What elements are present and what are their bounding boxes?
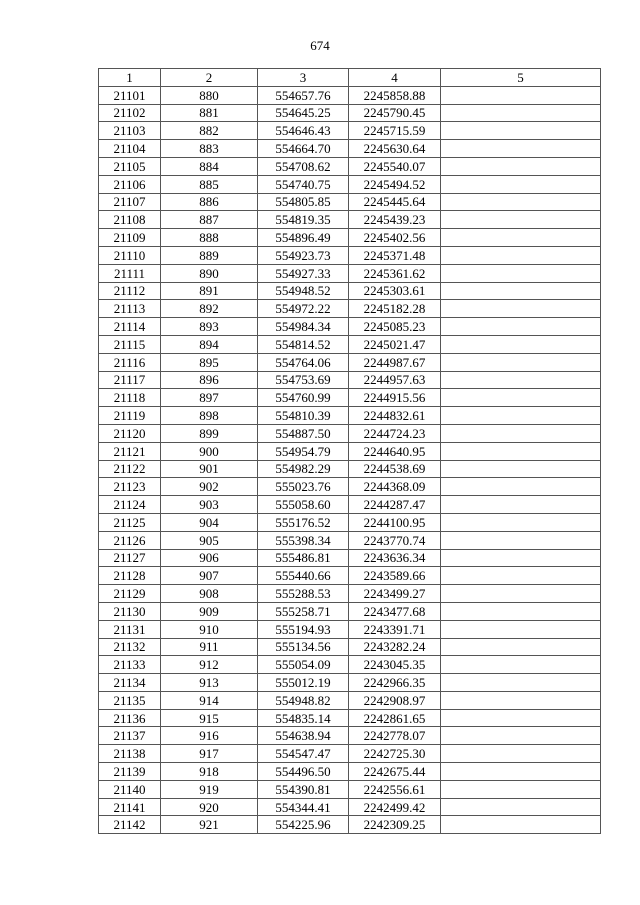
x-coordinate-cell: 554887.50	[258, 424, 349, 442]
x-coordinate-cell: 555054.09	[258, 656, 349, 674]
row-number-cell: 21136	[99, 709, 161, 727]
x-coordinate-cell: 554753.69	[258, 371, 349, 389]
point-number-cell: 893	[161, 318, 258, 336]
row-number-cell: 21138	[99, 745, 161, 763]
table-row	[99, 478, 601, 496]
y-coordinate-cell: 2244287.47	[349, 496, 441, 514]
x-coordinate-cell: 554708.62	[258, 157, 349, 175]
note-cell	[441, 780, 601, 798]
row-number-cell: 21125	[99, 513, 161, 531]
y-coordinate-cell: 2244724.23	[349, 424, 441, 442]
table-row	[99, 318, 601, 336]
note-cell	[441, 549, 601, 567]
note-cell	[441, 407, 601, 425]
x-coordinate-cell: 555486.81	[258, 549, 349, 567]
row-number-cell: 21132	[99, 638, 161, 656]
table-row	[99, 86, 601, 104]
table-row	[99, 816, 601, 834]
note-cell	[441, 745, 601, 763]
row-number-cell: 21113	[99, 300, 161, 318]
row-number-cell: 21111	[99, 264, 161, 282]
row-number-cell: 21101	[99, 86, 161, 104]
table-row	[99, 674, 601, 692]
note-cell	[441, 371, 601, 389]
note-cell	[441, 674, 601, 692]
y-coordinate-cell: 2244640.95	[349, 442, 441, 460]
x-coordinate-cell: 555194.93	[258, 620, 349, 638]
table-row	[99, 122, 601, 140]
row-number-cell: 21105	[99, 157, 161, 175]
y-coordinate-cell: 2244915.56	[349, 389, 441, 407]
note-cell	[441, 157, 601, 175]
y-coordinate-cell: 2243477.68	[349, 602, 441, 620]
point-number-cell: 904	[161, 513, 258, 531]
table-row	[99, 424, 601, 442]
row-number-cell: 21116	[99, 353, 161, 371]
point-number-cell: 899	[161, 424, 258, 442]
x-coordinate-cell: 554948.52	[258, 282, 349, 300]
note-cell	[441, 656, 601, 674]
x-coordinate-cell: 554927.33	[258, 264, 349, 282]
x-coordinate-cell: 554740.75	[258, 175, 349, 193]
x-coordinate-cell: 554954.79	[258, 442, 349, 460]
note-cell	[441, 175, 601, 193]
note-cell	[441, 353, 601, 371]
note-cell	[441, 727, 601, 745]
point-number-cell: 894	[161, 335, 258, 353]
point-number-cell: 891	[161, 282, 258, 300]
row-number-cell: 21110	[99, 246, 161, 264]
point-number-cell: 881	[161, 104, 258, 122]
point-number-cell: 909	[161, 602, 258, 620]
x-coordinate-cell: 554657.76	[258, 86, 349, 104]
note-cell	[441, 691, 601, 709]
table-row	[99, 246, 601, 264]
table-row	[99, 549, 601, 567]
note-cell	[441, 282, 601, 300]
row-number-cell: 21112	[99, 282, 161, 300]
note-cell	[441, 585, 601, 603]
x-coordinate-cell: 554984.34	[258, 318, 349, 336]
point-number-cell: 884	[161, 157, 258, 175]
y-coordinate-cell: 2245494.52	[349, 175, 441, 193]
y-coordinate-cell: 2242309.25	[349, 816, 441, 834]
row-number-cell: 21109	[99, 229, 161, 247]
x-coordinate-cell: 555398.34	[258, 531, 349, 549]
x-coordinate-cell: 554344.41	[258, 798, 349, 816]
x-coordinate-cell: 554810.39	[258, 407, 349, 425]
table-row	[99, 567, 601, 585]
point-number-cell: 898	[161, 407, 258, 425]
row-number-cell: 21115	[99, 335, 161, 353]
row-number-cell: 21122	[99, 460, 161, 478]
row-number-cell: 21108	[99, 211, 161, 229]
point-number-cell: 888	[161, 229, 258, 247]
table-row	[99, 300, 601, 318]
y-coordinate-cell: 2245182.28	[349, 300, 441, 318]
y-coordinate-cell: 2243636.34	[349, 549, 441, 567]
table-row	[99, 513, 601, 531]
row-number-cell: 21142	[99, 816, 161, 834]
column-header-4: 4	[349, 69, 441, 87]
point-number-cell: 916	[161, 727, 258, 745]
y-coordinate-cell: 2243391.71	[349, 620, 441, 638]
row-number-cell: 21130	[99, 602, 161, 620]
note-cell	[441, 531, 601, 549]
note-cell	[441, 638, 601, 656]
x-coordinate-cell: 554948.82	[258, 691, 349, 709]
x-coordinate-cell: 554760.99	[258, 389, 349, 407]
row-number-cell: 21106	[99, 175, 161, 193]
row-number-cell: 21139	[99, 763, 161, 781]
row-number-cell: 21141	[99, 798, 161, 816]
note-cell	[441, 816, 601, 834]
table-row	[99, 104, 601, 122]
y-coordinate-cell: 2242675.44	[349, 763, 441, 781]
table-body	[99, 86, 601, 833]
point-number-cell: 892	[161, 300, 258, 318]
y-coordinate-cell: 2243770.74	[349, 531, 441, 549]
x-coordinate-cell: 555258.71	[258, 602, 349, 620]
x-coordinate-cell: 554972.22	[258, 300, 349, 318]
row-number-cell: 21128	[99, 567, 161, 585]
row-number-cell: 21123	[99, 478, 161, 496]
table-row	[99, 353, 601, 371]
y-coordinate-cell: 2243282.24	[349, 638, 441, 656]
table-row	[99, 763, 601, 781]
row-number-cell: 21124	[99, 496, 161, 514]
y-coordinate-cell: 2244832.61	[349, 407, 441, 425]
point-number-cell: 903	[161, 496, 258, 514]
y-coordinate-cell: 2245439.23	[349, 211, 441, 229]
point-number-cell: 890	[161, 264, 258, 282]
note-cell	[441, 318, 601, 336]
point-number-cell: 883	[161, 140, 258, 158]
x-coordinate-cell: 555012.19	[258, 674, 349, 692]
x-coordinate-cell: 554819.35	[258, 211, 349, 229]
note-cell	[441, 300, 601, 318]
row-number-cell: 21118	[99, 389, 161, 407]
x-coordinate-cell: 555440.66	[258, 567, 349, 585]
y-coordinate-cell: 2242499.42	[349, 798, 441, 816]
page-number: 674	[310, 38, 330, 53]
point-number-cell: 907	[161, 567, 258, 585]
point-number-cell: 917	[161, 745, 258, 763]
column-header-3: 3	[258, 69, 349, 87]
table-row	[99, 496, 601, 514]
row-number-cell: 21103	[99, 122, 161, 140]
y-coordinate-cell: 2242966.35	[349, 674, 441, 692]
note-cell	[441, 798, 601, 816]
note-cell	[441, 478, 601, 496]
table-row	[99, 371, 601, 389]
y-coordinate-cell: 2245715.59	[349, 122, 441, 140]
point-number-cell: 882	[161, 122, 258, 140]
row-number-cell: 21131	[99, 620, 161, 638]
y-coordinate-cell: 2245630.64	[349, 140, 441, 158]
y-coordinate-cell: 2244987.67	[349, 353, 441, 371]
table-row	[99, 335, 601, 353]
row-number-cell: 21127	[99, 549, 161, 567]
point-number-cell: 895	[161, 353, 258, 371]
x-coordinate-cell: 554896.49	[258, 229, 349, 247]
table-row	[99, 264, 601, 282]
note-cell	[441, 513, 601, 531]
table-row	[99, 638, 601, 656]
x-coordinate-cell: 554814.52	[258, 335, 349, 353]
point-number-cell: 919	[161, 780, 258, 798]
note-cell	[441, 424, 601, 442]
x-coordinate-cell: 555176.52	[258, 513, 349, 531]
table-row	[99, 211, 601, 229]
table-row	[99, 709, 601, 727]
note-cell	[441, 335, 601, 353]
table-row	[99, 531, 601, 549]
x-coordinate-cell: 554390.81	[258, 780, 349, 798]
row-number-cell: 21137	[99, 727, 161, 745]
row-number-cell: 21121	[99, 442, 161, 460]
point-number-cell: 914	[161, 691, 258, 709]
column-header-5: 5	[441, 69, 601, 87]
row-number-cell: 21134	[99, 674, 161, 692]
table-header-row	[99, 69, 601, 87]
column-header-1: 1	[99, 69, 161, 87]
y-coordinate-cell: 2245540.07	[349, 157, 441, 175]
row-number-cell: 21133	[99, 656, 161, 674]
y-coordinate-cell: 2245361.62	[349, 264, 441, 282]
y-coordinate-cell: 2245445.64	[349, 193, 441, 211]
row-number-cell: 21120	[99, 424, 161, 442]
note-cell	[441, 389, 601, 407]
note-cell	[441, 264, 601, 282]
table-row	[99, 157, 601, 175]
y-coordinate-cell: 2245790.45	[349, 104, 441, 122]
x-coordinate-cell: 554496.50	[258, 763, 349, 781]
y-coordinate-cell: 2243045.35	[349, 656, 441, 674]
row-number-cell: 21107	[99, 193, 161, 211]
note-cell	[441, 460, 601, 478]
y-coordinate-cell: 2245858.88	[349, 86, 441, 104]
note-cell	[441, 567, 601, 585]
x-coordinate-cell: 554225.96	[258, 816, 349, 834]
point-number-cell: 912	[161, 656, 258, 674]
x-coordinate-cell: 554805.85	[258, 193, 349, 211]
x-coordinate-cell: 554664.70	[258, 140, 349, 158]
column-header-2: 2	[161, 69, 258, 87]
point-number-cell: 896	[161, 371, 258, 389]
point-number-cell: 880	[161, 86, 258, 104]
y-coordinate-cell: 2243589.66	[349, 567, 441, 585]
y-coordinate-cell: 2243499.27	[349, 585, 441, 603]
note-cell	[441, 193, 601, 211]
y-coordinate-cell: 2245021.47	[349, 335, 441, 353]
x-coordinate-cell: 554764.06	[258, 353, 349, 371]
table-row	[99, 602, 601, 620]
point-number-cell: 918	[161, 763, 258, 781]
table-row	[99, 193, 601, 211]
y-coordinate-cell: 2245085.23	[349, 318, 441, 336]
table-row	[99, 656, 601, 674]
point-number-cell: 885	[161, 175, 258, 193]
y-coordinate-cell: 2245402.56	[349, 229, 441, 247]
note-cell	[441, 140, 601, 158]
note-cell	[441, 211, 601, 229]
y-coordinate-cell: 2245371.48	[349, 246, 441, 264]
point-number-cell: 897	[161, 389, 258, 407]
note-cell	[441, 620, 601, 638]
point-number-cell: 911	[161, 638, 258, 656]
y-coordinate-cell: 2244957.63	[349, 371, 441, 389]
row-number-cell: 21104	[99, 140, 161, 158]
x-coordinate-cell: 554646.43	[258, 122, 349, 140]
y-coordinate-cell: 2242778.07	[349, 727, 441, 745]
y-coordinate-cell: 2244538.69	[349, 460, 441, 478]
table-row	[99, 389, 601, 407]
note-cell	[441, 442, 601, 460]
note-cell	[441, 86, 601, 104]
y-coordinate-cell: 2245303.61	[349, 282, 441, 300]
x-coordinate-cell: 555058.60	[258, 496, 349, 514]
x-coordinate-cell: 555288.53	[258, 585, 349, 603]
point-number-cell: 889	[161, 246, 258, 264]
table-row	[99, 282, 601, 300]
y-coordinate-cell: 2242725.30	[349, 745, 441, 763]
x-coordinate-cell: 554645.25	[258, 104, 349, 122]
row-number-cell: 21140	[99, 780, 161, 798]
table-row	[99, 140, 601, 158]
table-row	[99, 175, 601, 193]
y-coordinate-cell: 2244368.09	[349, 478, 441, 496]
note-cell	[441, 229, 601, 247]
x-coordinate-cell: 554923.73	[258, 246, 349, 264]
point-number-cell: 920	[161, 798, 258, 816]
note-cell	[441, 709, 601, 727]
table-row	[99, 798, 601, 816]
table-row	[99, 407, 601, 425]
row-number-cell: 21117	[99, 371, 161, 389]
x-coordinate-cell: 554638.94	[258, 727, 349, 745]
point-number-cell: 915	[161, 709, 258, 727]
note-cell	[441, 122, 601, 140]
point-number-cell: 913	[161, 674, 258, 692]
point-number-cell: 906	[161, 549, 258, 567]
note-cell	[441, 763, 601, 781]
point-number-cell: 921	[161, 816, 258, 834]
table-row	[99, 780, 601, 798]
y-coordinate-cell: 2242556.61	[349, 780, 441, 798]
point-number-cell: 902	[161, 478, 258, 496]
table-row	[99, 460, 601, 478]
table-row	[99, 442, 601, 460]
table-row	[99, 745, 601, 763]
table-row	[99, 585, 601, 603]
coordinates-table	[98, 68, 601, 834]
note-cell	[441, 602, 601, 620]
row-number-cell: 21119	[99, 407, 161, 425]
x-coordinate-cell: 555023.76	[258, 478, 349, 496]
point-number-cell: 901	[161, 460, 258, 478]
row-number-cell: 21102	[99, 104, 161, 122]
row-number-cell: 21135	[99, 691, 161, 709]
x-coordinate-cell: 554547.47	[258, 745, 349, 763]
row-number-cell: 21126	[99, 531, 161, 549]
point-number-cell: 905	[161, 531, 258, 549]
point-number-cell: 910	[161, 620, 258, 638]
y-coordinate-cell: 2242861.65	[349, 709, 441, 727]
point-number-cell: 887	[161, 211, 258, 229]
note-cell	[441, 496, 601, 514]
note-cell	[441, 104, 601, 122]
point-number-cell: 886	[161, 193, 258, 211]
row-number-cell: 21114	[99, 318, 161, 336]
x-coordinate-cell: 554982.29	[258, 460, 349, 478]
y-coordinate-cell: 2244100.95	[349, 513, 441, 531]
note-cell	[441, 246, 601, 264]
row-number-cell: 21129	[99, 585, 161, 603]
point-number-cell: 908	[161, 585, 258, 603]
point-number-cell: 900	[161, 442, 258, 460]
x-coordinate-cell: 555134.56	[258, 638, 349, 656]
table-row	[99, 691, 601, 709]
y-coordinate-cell: 2242908.97	[349, 691, 441, 709]
table-row	[99, 229, 601, 247]
table-row	[99, 620, 601, 638]
table-row	[99, 727, 601, 745]
x-coordinate-cell: 554835.14	[258, 709, 349, 727]
